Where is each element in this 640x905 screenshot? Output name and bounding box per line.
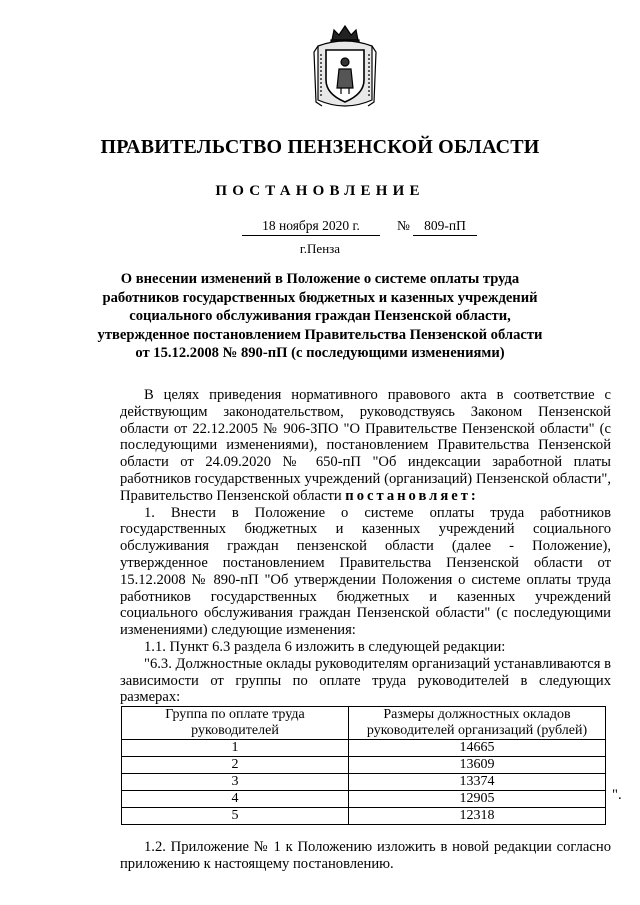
column-header-group: Группа по оплате труда руководителей [122, 707, 349, 740]
table-closing-mark: ". [612, 787, 622, 803]
document-body [120, 387, 611, 873]
quote-6-3-paragraph: "6.3. Должностные оклады руководителям организаций устанавливаются в зависимости от группы по оплате труда руководителей в следующих размерах: [120, 655, 611, 706]
preamble-paragraph [120, 387, 611, 505]
decree-keyword: постановляет: [345, 487, 479, 504]
table-row [122, 774, 606, 791]
document-type: ПОСТАНОВЛЕНИЕ [215, 183, 425, 199]
group-cell: 1 [122, 740, 349, 757]
title-line: социального обслуживания граждан Пензенской области, [129, 308, 511, 324]
preamble-text: В целях приведения нормативного правового акта в соответствие с действующим законодательством, руководствуясь Законом Пензенской области от 22.12.2005 № 906-ЗПО "О Правительстве Пензенской области" (с последующими изменениями), постановлением Правительства Пензенской области от 24.09.2020 № 650-пП "Об индексации заработной платы работников государственных учреждений (организаций) Пензенской области", Правительство Пензенской области [120, 387, 611, 504]
salary-cell: 13374 [349, 774, 606, 791]
document-number: 809-пП [413, 218, 477, 236]
group-cell: 2 [122, 757, 349, 774]
table-row [122, 757, 606, 774]
salary-cell: 14665 [349, 740, 606, 757]
document-city: г.Пенза [299, 241, 341, 256]
document-date: 18 ноября 2020 г. [242, 218, 380, 236]
salary-cell: 13609 [349, 757, 606, 774]
item-1-paragraph: 1. Внести в Положение о системе оплаты труда работников государственных бюджетных и казенных учреждений социального обслуживания граждан пензенской области (далее - Положение), утвержденное постановлением Правительства Пензенской области от 15.12.2008 № 890-пП "Об утверждении Положения о системе оплаты труда работников государственных бюджетных и казенных учреждений социального обслуживания граждан Пензенской области" (с последующими изменениями) следующие изменения: [120, 504, 611, 639]
column-header-salary: Размеры должностных окладов руководителей организаций (рублей) [349, 707, 606, 740]
table-header-row [122, 707, 606, 740]
coat-of-arms-emblem [312, 22, 378, 110]
table-row [122, 808, 606, 825]
organization-name: ПРАВИТЕЛЬСТВО ПЕНЗЕНСКОЙ ОБЛАСТИ [100, 136, 540, 158]
title-line: утвержденное постановлением Правительства Пензенской области [97, 326, 543, 343]
group-cell: 3 [122, 774, 349, 791]
title-line: от 15.12.2008 № 890-пП (с последующими изменениями) [135, 345, 505, 361]
title-line: работников государственных бюджетных и казенных учреждений [102, 289, 538, 306]
title-line: О внесении изменений в Положение о системе оплаты труда [120, 271, 520, 287]
number-sign: № [397, 218, 410, 233]
salary-cell: 12905 [349, 791, 606, 808]
salary-cell: 12318 [349, 808, 606, 825]
table-row [122, 791, 606, 808]
item-1-2-paragraph: 1.2. Приложение № 1 к Положению изложить в новой редакции согласно приложению к настоящему постановлению. [120, 839, 611, 872]
table-row [122, 740, 606, 757]
group-cell: 5 [122, 808, 349, 825]
salary-table [121, 706, 606, 825]
item-1-1-paragraph: 1.1. Пункт 6.3 раздела 6 изложить в следующей редакции: [144, 638, 506, 655]
group-cell: 4 [122, 791, 349, 808]
document-title [95, 270, 545, 363]
